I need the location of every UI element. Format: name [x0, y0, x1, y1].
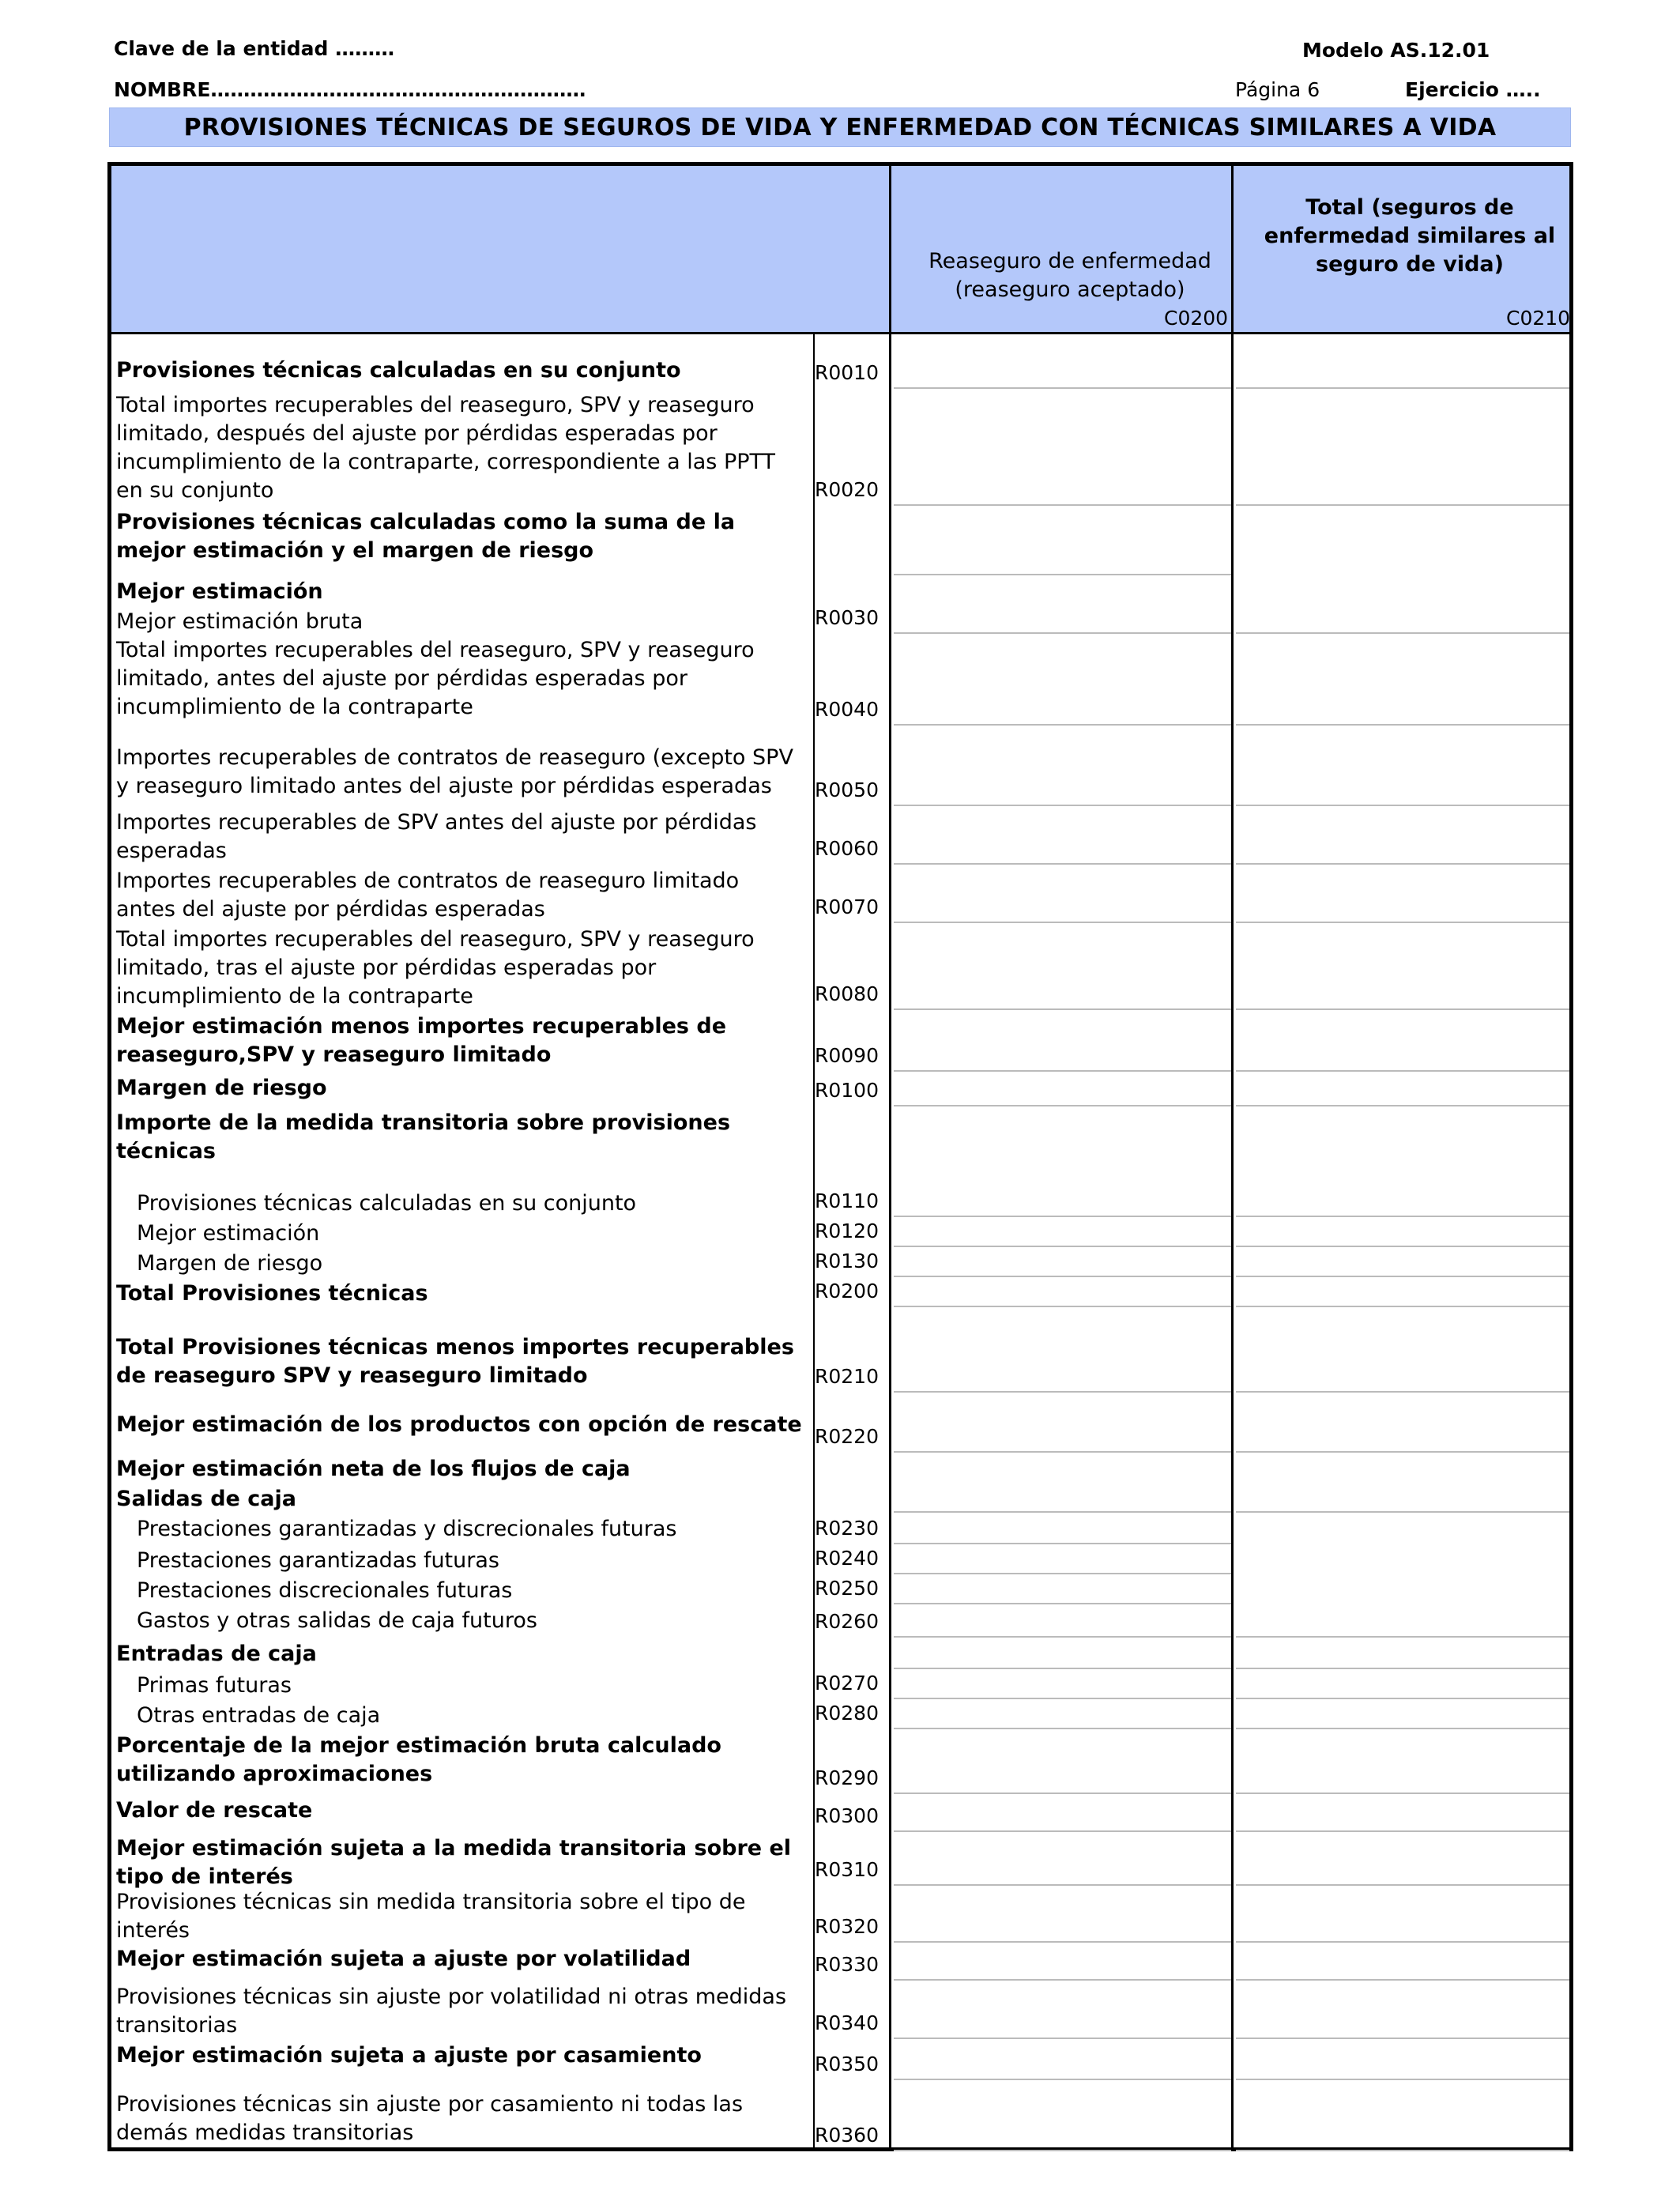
value-cell-c0210[interactable]: [1236, 1277, 1569, 1307]
row-label: Provisiones técnicas sin ajuste por volatilidad ni otras medidas transitorias: [116, 1985, 787, 2038]
row-code: R0280: [815, 1702, 879, 1725]
value-cell-c0200[interactable]: [894, 865, 1231, 923]
row-code: R0130: [815, 1250, 879, 1272]
value-cell-c0200[interactable]: [894, 1544, 1231, 1574]
value-cell-c0200[interactable]: [894, 2080, 1231, 2151]
provisions-table: [107, 162, 1573, 2151]
value-cell-c0210[interactable]: [1236, 806, 1569, 865]
row-label: Salidas de caja: [116, 1487, 296, 1511]
value-cell-c0210[interactable]: [1236, 1513, 1569, 1638]
row-code: R0320: [815, 1915, 879, 1938]
row-label: Provisiones técnicas sin ajuste por casamiento ni todas las demás medidas transitorias: [116, 2092, 744, 2145]
row-label: Importes recuperables de contratos de reaseguro (excepto SPV y reaseguro limitado antes del ajuste por pérdidas esperadas: [116, 745, 793, 798]
value-cell-c0210[interactable]: [1236, 334, 1569, 389]
row-label: Valor de rescate: [116, 1798, 313, 1823]
value-cell-c0200[interactable]: [894, 1832, 1231, 1886]
row-label: Prestaciones garantizadas y discrecionales futuras: [137, 1517, 677, 1541]
page-title: PROVISIONES TÉCNICAS DE SEGUROS DE VIDA Y ENFERMEDAD CON TÉCNICAS SIMILARES A VIDA: [109, 107, 1571, 147]
row-code: R0260: [815, 1610, 879, 1633]
value-cell-c0200[interactable]: [894, 1307, 1231, 1393]
row-code: R0330: [815, 1953, 879, 1976]
row-label: Prestaciones garantizadas futuras: [137, 1548, 499, 1573]
row-code: R0010: [815, 361, 879, 384]
row-code: R0020: [815, 478, 879, 501]
value-cell-c0210[interactable]: [1236, 1638, 1569, 1669]
row-label: Entradas de caja: [116, 1642, 317, 1666]
row-label: Total Provisiones técnicas menos importes recuperables de reaseguro SPV y reaseguro limitado: [116, 1335, 794, 1388]
row-label: Mejor estimación sujeta a ajuste por casamiento: [116, 2043, 702, 2068]
row-label: Gastos y otras salidas de caja futuros: [137, 1608, 537, 1633]
value-cell-c0200[interactable]: [894, 1513, 1231, 1544]
row-code: R0230: [815, 1517, 879, 1540]
value-cell-c0210[interactable]: [1236, 1393, 1569, 1453]
value-cell-c0200[interactable]: [894, 1106, 1231, 1217]
page-number: Página 6: [1235, 78, 1320, 101]
row-code: R0240: [815, 1547, 879, 1570]
row-code: R0250: [815, 1577, 879, 1600]
row-label: Total importes recuperables del reaseguro, SPV y reaseguro limitado, antes del ajuste por pérdidas esperadas por incumplimiento de la contraparte: [116, 638, 755, 719]
row-label: Mejor estimación sujeta a la medida transitoria sobre el tipo de interés: [116, 1836, 792, 1889]
value-cell-c0210[interactable]: [1236, 2039, 1569, 2080]
row-label: Mejor estimación: [116, 579, 323, 604]
row-label: Mejor estimación sujeta a ajuste por volatilidad: [116, 1947, 691, 1971]
value-cell-c0210[interactable]: [1236, 634, 1569, 726]
value-cell-c0210[interactable]: [1236, 726, 1569, 806]
row-code: R0030: [815, 606, 879, 629]
row-code: R0050: [815, 778, 879, 801]
value-cell-c0210[interactable]: [1236, 389, 1569, 506]
value-cell-c0200[interactable]: [894, 1453, 1231, 1513]
value-cell-c0200[interactable]: [894, 923, 1231, 1010]
row-label: Total importes recuperables del reaseguro, SPV y reaseguro limitado, tras el ajuste por pérdidas esperadas por incumplimiento de la contraparte: [116, 927, 755, 1008]
entity-key: Clave de la entidad ………: [114, 37, 395, 60]
row-label: Margen de riesgo: [116, 1076, 327, 1100]
row-code: R0340: [815, 2011, 879, 2034]
row-code: R0310: [815, 1858, 879, 1881]
row-code: R0290: [815, 1766, 879, 1789]
value-cell-c0200[interactable]: [894, 634, 1231, 726]
row-code: R0300: [815, 1804, 879, 1827]
row-label: Provisiones técnicas sin medida transitoria sobre el tipo de interés: [116, 1890, 746, 1943]
row-label: Importes recuperables de SPV antes del ajuste por pérdidas esperadas: [116, 810, 757, 863]
value-cell-c0210[interactable]: [1236, 1010, 1569, 1072]
column-code-c0210: C0210: [1506, 307, 1571, 330]
value-cell-c0210[interactable]: [1236, 865, 1569, 923]
model-code: Modelo AS.12.01: [1302, 39, 1490, 62]
row-label: Mejor estimación bruta: [116, 609, 363, 634]
value-cell-c0200[interactable]: [894, 1981, 1231, 2039]
column-header-c0200: Reaseguro de enfermedad (reaseguro aceptado): [929, 249, 1211, 302]
row-code: R0110: [815, 1189, 879, 1212]
row-code: R0060: [815, 837, 879, 860]
value-cell-c0200[interactable]: [894, 1669, 1231, 1699]
value-cell-c0200[interactable]: [894, 1943, 1231, 1981]
row-code: R0070: [815, 895, 879, 918]
row-label: Provisiones técnicas calculadas en su conjunto: [116, 358, 681, 383]
value-cell-c0210[interactable]: [1236, 1832, 1569, 1886]
value-cell-c0200[interactable]: [894, 1574, 1231, 1604]
row-label: Importes recuperables de contratos de reaseguro limitado antes del ajuste por pérdidas esperadas: [116, 869, 740, 922]
column-code-c0200: C0200: [1164, 307, 1229, 330]
row-code: R0090: [815, 1044, 879, 1067]
value-cell-c0210[interactable]: [1236, 923, 1569, 1010]
value-cell-c0200[interactable]: [894, 1729, 1231, 1794]
value-cell-c0210[interactable]: [1236, 1307, 1569, 1393]
row-code: R0040: [815, 698, 879, 721]
row-code: R0100: [815, 1079, 879, 1102]
value-cell-c0200[interactable]: [894, 1393, 1231, 1453]
value-cell-c0200[interactable]: [894, 1010, 1231, 1072]
value-cell-c0210[interactable]: [1236, 1943, 1569, 1981]
value-cell-c0200[interactable]: [894, 726, 1231, 806]
value-cell-c0210[interactable]: [1236, 1729, 1569, 1794]
value-cell-c0200[interactable]: [894, 575, 1231, 634]
row-code: R0220: [815, 1425, 879, 1448]
value-cell-c0210[interactable]: [1236, 1699, 1569, 1729]
table-header: [111, 166, 1569, 334]
row-label: Primas futuras: [137, 1673, 292, 1698]
column-header-c0210: Total (seguros de enfermedad similares al seguro de vida): [1264, 195, 1556, 277]
value-cell-c0200[interactable]: [894, 1699, 1231, 1729]
fiscal-year: Ejercicio …..: [1405, 78, 1541, 101]
value-cell-c0210[interactable]: [1236, 1886, 1569, 1943]
row-label: Total Provisiones técnicas: [116, 1281, 428, 1306]
row-label: Importe de la medida transitoria sobre provisiones técnicas: [116, 1110, 731, 1163]
row-label: Mejor estimación: [137, 1221, 320, 1246]
value-cell-c0210[interactable]: [1236, 1247, 1569, 1277]
row-code: R0080: [815, 982, 879, 1005]
row-label: Prestaciones discrecionales futuras: [137, 1578, 513, 1603]
value-cell-c0200[interactable]: [894, 1277, 1231, 1307]
value-cell-c0210[interactable]: [1236, 1072, 1569, 1106]
row-code: R0350: [815, 2053, 879, 2075]
value-cell-c0200[interactable]: [894, 2039, 1231, 2080]
value-cell-c0200[interactable]: [894, 1886, 1231, 1943]
row-code: R0270: [815, 1672, 879, 1695]
row-label: Mejor estimación de los productos con opción de rescate: [116, 1412, 802, 1437]
value-cell-c0210[interactable]: [1236, 1981, 1569, 2039]
value-cell-c0200[interactable]: [894, 806, 1231, 865]
row-code: R0200: [815, 1280, 879, 1302]
row-label: Mejor estimación neta de los flujos de caja: [116, 1457, 631, 1481]
value-cell-c0200[interactable]: [894, 389, 1231, 506]
row-code: R0120: [815, 1220, 879, 1242]
value-cell-c0200[interactable]: [894, 506, 1231, 575]
value-cell-c0200[interactable]: [894, 334, 1231, 389]
row-label: Mejor estimación menos importes recuperables de reaseguro,SPV y reaseguro limitado: [116, 1014, 727, 1067]
value-cell-c0210[interactable]: [1236, 1669, 1569, 1699]
value-cell-c0200[interactable]: [894, 1217, 1231, 1247]
row-label: Provisiones técnicas calculadas en su conjunto: [137, 1191, 637, 1216]
row-label: Provisiones técnicas calculadas como la suma de la mejor estimación y el margen de riesgo: [116, 510, 736, 563]
row-code: R0360: [815, 2124, 879, 2147]
value-cell-c0210[interactable]: [1236, 2080, 1569, 2151]
value-cell-c0210[interactable]: [1236, 1217, 1569, 1247]
entity-name: NOMBRE…………………………………………………: [114, 78, 586, 101]
value-cell-c0210[interactable]: [1236, 1794, 1569, 1832]
row-label: Total importes recuperables del reaseguro, SPV y reaseguro limitado, después del ajuste por pérdidas esperadas por incumplimiento de la contraparte, correspondiente a las PPTT en su conjunto: [116, 393, 776, 503]
value-cell-c0200[interactable]: [894, 1604, 1231, 1638]
value-cell-c0200[interactable]: [894, 1072, 1231, 1106]
value-cell-c0210[interactable]: [1236, 1106, 1569, 1217]
value-cell-c0200[interactable]: [894, 1638, 1231, 1669]
value-cell-c0200[interactable]: [894, 1247, 1231, 1277]
row-label: Otras entradas de caja: [137, 1703, 381, 1728]
value-cell-c0200[interactable]: [894, 1794, 1231, 1832]
value-cell-c0210[interactable]: [1236, 506, 1569, 634]
row-label: Margen de riesgo: [137, 1251, 323, 1276]
row-label: Porcentaje de la mejor estimación bruta calculado utilizando aproximaciones: [116, 1733, 721, 1786]
value-cell-c0210[interactable]: [1236, 1453, 1569, 1513]
row-code: R0210: [815, 1365, 879, 1388]
